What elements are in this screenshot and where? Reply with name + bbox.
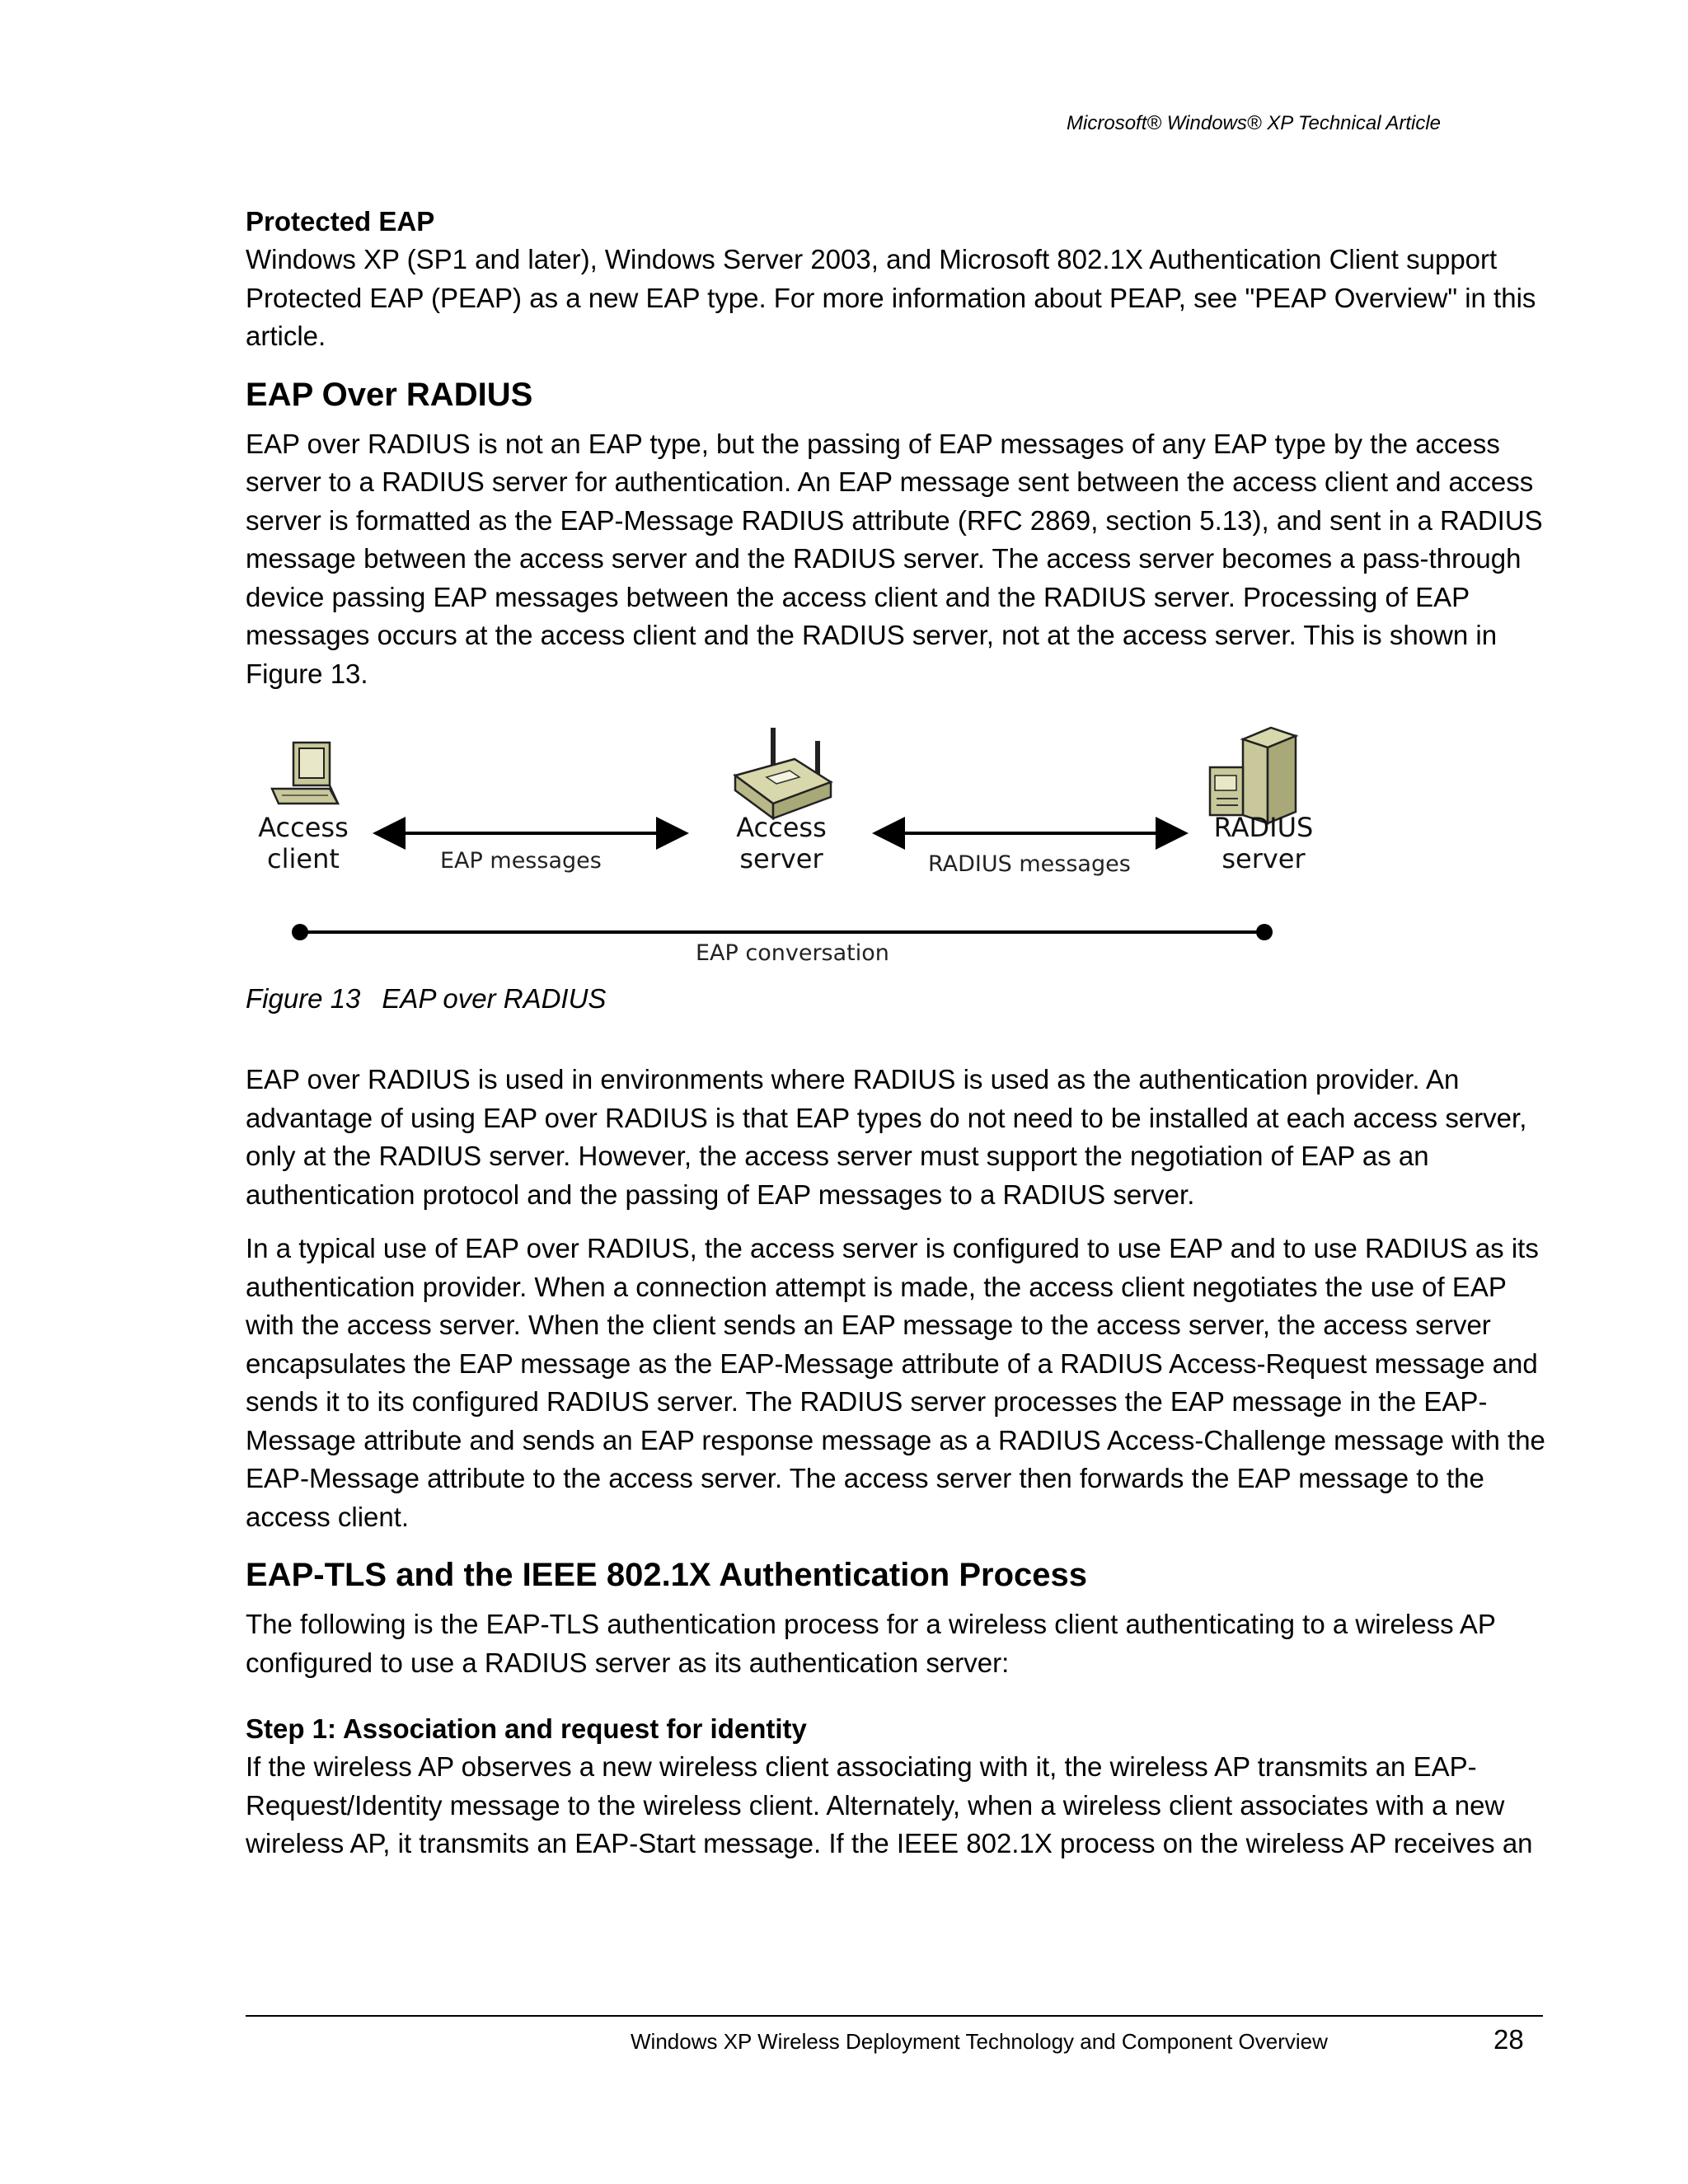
access-client-label — [246, 812, 361, 874]
conversation-end-dot — [1256, 924, 1273, 940]
eap-tls-heading: EAP-TLS and the IEEE 802.1X Authentication Process — [246, 1557, 1087, 1593]
page-content — [246, 203, 1548, 1879]
footer-title: Windows XP Wireless Deployment Technology and Component Overview — [631, 2029, 1328, 2054]
eap-conversation-label: EAP conversation — [696, 940, 889, 966]
wireless-access-point-icon — [735, 728, 831, 818]
running-header: Microsoft® Windows® XP Technical Article — [1067, 112, 1441, 134]
figure-caption-number: Figure 13 — [246, 983, 361, 1014]
laptop-icon — [272, 743, 338, 804]
footer-rule — [246, 2015, 1543, 2017]
access-server-label-line1: Access — [736, 812, 827, 843]
figure-caption-text: EAP over RADIUS — [382, 983, 607, 1014]
eap-messages-label: EAP messages — [440, 848, 602, 874]
radius-server-label — [1202, 812, 1325, 874]
figure-caption — [246, 980, 1548, 1018]
access-server-label-line2: server — [739, 843, 823, 874]
access-client-label-line2: client — [267, 843, 340, 874]
conversation-start-dot — [292, 924, 308, 940]
access-client-label-line1: Access — [258, 812, 349, 843]
eap-tls-para-1: The following is the EAP-TLS authentication process for a wireless client authenticating to a wireless AP configured to use a RADIUS server as its authentication server: — [246, 1609, 1496, 1678]
eap-over-radius-heading: EAP Over RADIUS — [246, 376, 533, 413]
step-1-title: Step 1: Association and request for identity — [246, 1713, 807, 1744]
figure-13-diagram — [246, 724, 1548, 972]
eap-over-radius-para-2: EAP over RADIUS is used in environments where RADIUS is used as the authentication provider. An advantage of using EAP over RADIUS is that EAP types do not need to be installed at each access server, only at the RADIUS server. However, the access server must support the negotiation of EAP as an authentication protocol and the passing of EAP messages to a RADIUS server. — [246, 1064, 1527, 1210]
radius-server-icon — [1210, 728, 1296, 823]
protected-eap-title: Protected EAP — [246, 206, 435, 237]
eap-over-radius-para-1: EAP over RADIUS is not an EAP type, but the passing of EAP messages of any EAP type by the access server to a RADIUS server for authentication. An EAP message sent between the access client and access server is formatted as the EAP-Message RADIUS attribute (RFC 2869, section 5.13), and sent in a RADIUS message between the access server and the RADIUS server. The access server becomes a pass-through device passing EAP messages between the access client and the RADIUS server. Processing of EAP messages occurs at the access client and the RADIUS server, not at the access server. This is shown in Figure 13. — [246, 428, 1543, 689]
page-number: 28 — [1493, 2024, 1524, 2055]
eap-over-radius-para-3: In a typical use of EAP over RADIUS, the access server is configured to use EAP and to use RADIUS as its authentication provider. When a connection attempt is made, the access client negotiates the use of EAP with the access server. When the client sends an EAP message to the access server, the access server encapsulates the EAP message as the EAP-Message attribute of a RADIUS Access-Request message and sends it to its configured RADIUS server. The RADIUS server processes the EAP message in the EAP-Message attribute and sends an EAP response message as a RADIUS Access-Challenge message with the EAP-Message attribute to the access server. The access server then forwards the EAP message to the access client. — [246, 1233, 1545, 1532]
radius-server-label-line2: server — [1221, 843, 1306, 874]
radius-server-label-line1: RADIUS — [1213, 812, 1314, 843]
access-server-label — [724, 812, 839, 874]
protected-eap-body: Windows XP (SP1 and later), Windows Server 2003, and Microsoft 802.1X Authentication Client support Protected EAP (PEAP) as a new EAP type. For more information about PEAP, see "PEAP Overview" in this article. — [246, 244, 1536, 351]
step-1-body: If the wireless AP observes a new wireless client associating with it, the wireless AP transmits an EAP-Request/Identity message to the wireless client. Alternately, when a wireless client associates with a new wireless AP, it transmits an EAP-Start message. If the IEEE 802.1X process on the wireless AP receives an — [246, 1751, 1533, 1858]
radius-messages-label: RADIUS messages — [928, 851, 1131, 877]
